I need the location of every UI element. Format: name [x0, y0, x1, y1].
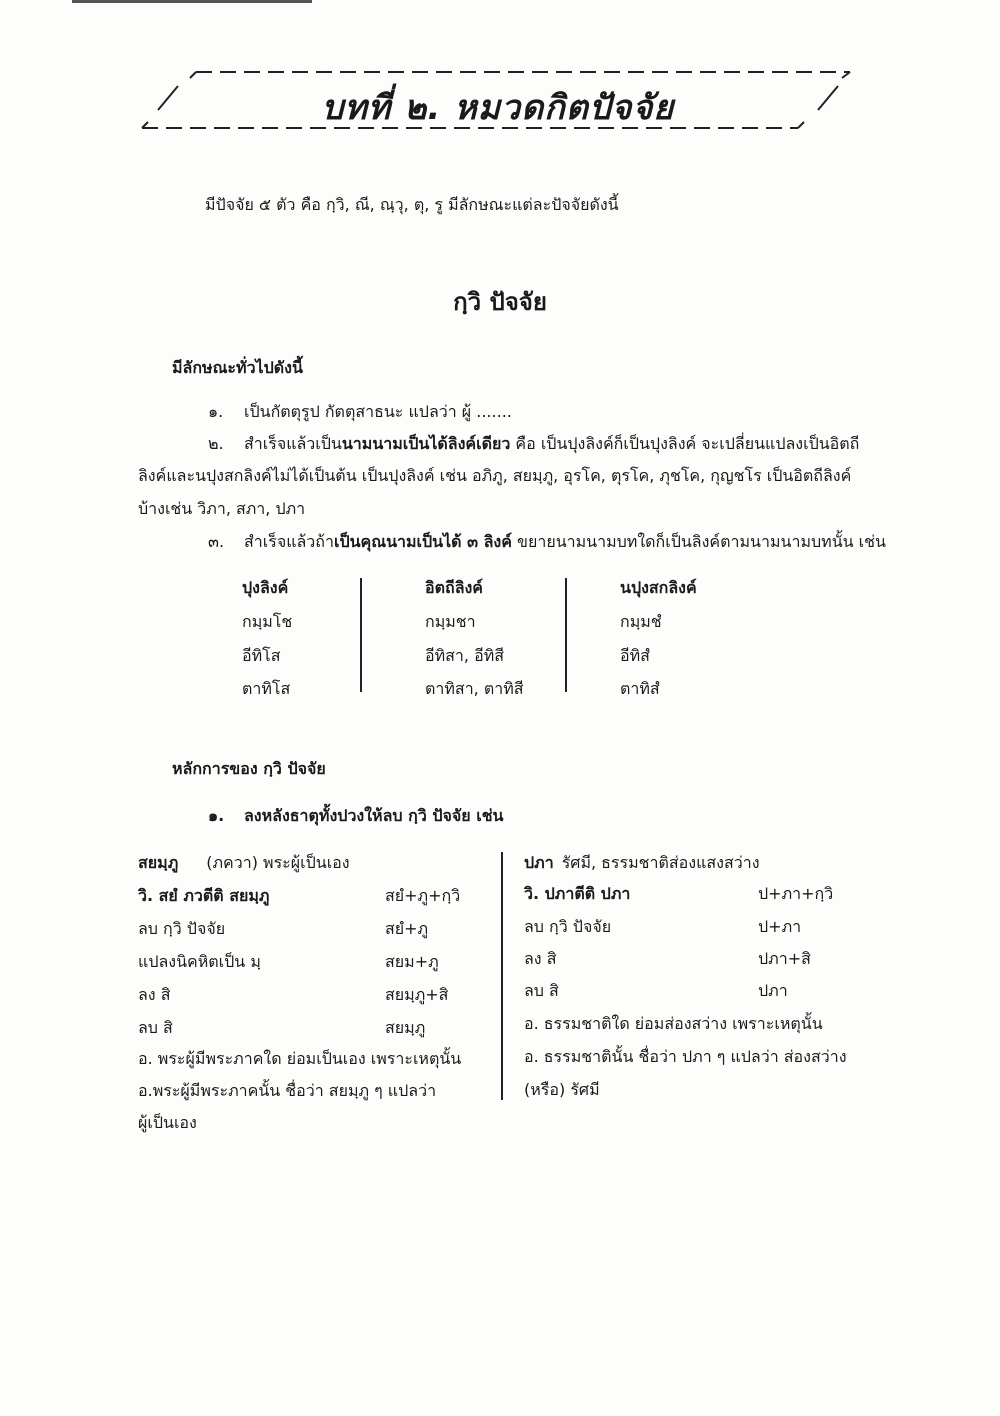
item-text-pre: สำเร็จแล้วถ้า — [244, 532, 334, 551]
table-cell: กมฺมโช — [242, 612, 293, 631]
item-text-continued: บ้างเช่น วิภา, สภา, ปภา — [138, 499, 306, 518]
item-text-bold: นามนามเป็นได้ลิงค์เดียว — [341, 434, 511, 453]
translation: อ. ธรรมชาตินั้น ชื่อว่า ปภา ๆ แปลว่า ส่องสว่าง — [524, 1047, 847, 1066]
step-form: สยม+ภู — [385, 952, 439, 971]
translation: ผู้เป็นเอง — [138, 1113, 197, 1132]
table-cell: อีทิสา, อีทิสี — [425, 646, 504, 665]
item-text: เป็นกัตตุรูป กัตตุสาธนะ แปลว่า ผู้ ....... — [244, 402, 512, 421]
head-meaning: (ภควา) พระผู้เป็นเอง — [206, 853, 350, 872]
step-form: สยมฺภู+สิ — [385, 985, 449, 1004]
table-header: อิตถีลิงค์ — [425, 578, 484, 597]
table-cell: กมฺมชา — [425, 612, 476, 631]
step-label: ลง สิ — [524, 949, 557, 968]
item-text — [244, 432, 859, 457]
step-label: แปลงนิคหิตเป็น มฺ — [138, 952, 261, 971]
chapter-title: บทที่ ๒. หมวดกิตปัจจัย — [321, 88, 675, 128]
translation: อ. พระผู้มีพระภาคใด ย่อมเป็นเอง เพราะเหตุนั้น — [138, 1049, 462, 1068]
step-form: ป+ภา — [758, 917, 802, 936]
step-form: ป+ภา+กฺวิ — [758, 884, 834, 903]
principles-title: หลักการของ กฺวิ ปัจจัย — [172, 759, 326, 778]
head-word: สยมฺภู — [138, 853, 179, 872]
section-title: กฺวิ ปัจจัย — [453, 288, 547, 316]
item-number: ๑. — [208, 402, 224, 421]
table-cell: ตาทิสา, ตาทิสี — [425, 679, 524, 698]
table-header: นปุงสกลิงค์ — [620, 578, 697, 597]
chapter-banner — [138, 62, 858, 142]
step-label: ลง สิ — [138, 985, 171, 1004]
item-number: ๓. — [208, 532, 225, 551]
column-divider — [501, 852, 503, 1100]
table-cell: อีทิโส — [242, 646, 281, 665]
step-form: สยํ+ภู — [385, 919, 429, 938]
step-form: สยมฺภู — [385, 1018, 426, 1037]
step-label: ลบ สิ — [138, 1018, 173, 1037]
section-subheading: มีลักษณะทั่วไปดังนี้ — [172, 358, 303, 377]
table-divider — [360, 578, 362, 692]
step-label: ลบ กฺวิ ปัจจัย — [138, 919, 226, 938]
step-form: สยํ+ภู+กฺวิ — [385, 886, 461, 905]
intro-text: มีปัจจัย ๕ ตัว คือ กฺวิ, ณี, ณฺวุ, ตุ, รู มีลักษณะแต่ละปัจจัยดังนี้ — [205, 195, 619, 214]
table-header: ปุงลิงค์ — [242, 578, 289, 597]
table-divider — [565, 578, 567, 692]
translation: อ. ธรรมชาติใด ย่อมส่องสว่าง เพราะเหตุนั้น — [524, 1014, 823, 1033]
top-edge-line — [72, 0, 312, 3]
step-form: ปภา+สิ — [758, 949, 811, 968]
item-text — [244, 530, 886, 555]
example-head — [524, 851, 760, 876]
translation: (หรือ) รัศมี — [524, 1080, 600, 1099]
step-label: ลบ กฺวิ ปัจจัย — [524, 917, 612, 936]
translation: อ.พระผู้มีพระภาคนั้น ชื่อว่า สยมฺภู ๆ แปลว่า — [138, 1081, 437, 1100]
table-cell: ตาทิโส — [242, 679, 291, 698]
item-text-post: คือ เป็นปุงลิงค์ก็เป็นปุงลิงค์ จะเปลี่ยนแปลงเป็นอิตถี — [510, 434, 860, 453]
rule-text: ลงหลังธาตุทั้งปวงให้ลบ กฺวิ ปัจจัย เช่น — [244, 806, 504, 825]
rule-number: ๑. — [208, 806, 225, 825]
step-label: ลบ สิ — [524, 981, 559, 1000]
table-cell: ตาทิสํ — [620, 679, 660, 698]
item-number: ๒. — [208, 434, 224, 453]
step-label: วิ. ปภาตีติ ปภา — [524, 884, 631, 903]
table-cell: กมฺมชํ — [620, 612, 662, 631]
head-meaning: รัศมี, ธรรมชาติส่องแสงสว่าง — [561, 853, 760, 872]
head-word: ปภา — [524, 853, 554, 872]
step-label: วิ. สยํ ภวตีติ สยมฺภู — [138, 886, 270, 905]
item-text-pre: สำเร็จแล้วเป็น — [244, 434, 342, 453]
item-text-continued: ลิงค์และนปุงสกลิงค์ไม่ได้เป็นต้น เป็นปุงลิงค์ เช่น อภิภู, สยมฺภู, อุรโค, ตุรโค, ภุชโค, กุญชโร เป็นอิตถีลิงค์ — [138, 466, 852, 485]
step-form: ปภา — [758, 981, 788, 1000]
example-head — [138, 851, 350, 876]
table-cell: อีทิสํ — [620, 646, 650, 665]
item-text-bold: เป็นคุณนามเป็นได้ ๓ ลิงค์ — [333, 532, 512, 551]
item-text-post: ขยายนามนามบทใดก็เป็นลิงค์ตามนามนามบทนั้น เช่น — [511, 532, 886, 551]
